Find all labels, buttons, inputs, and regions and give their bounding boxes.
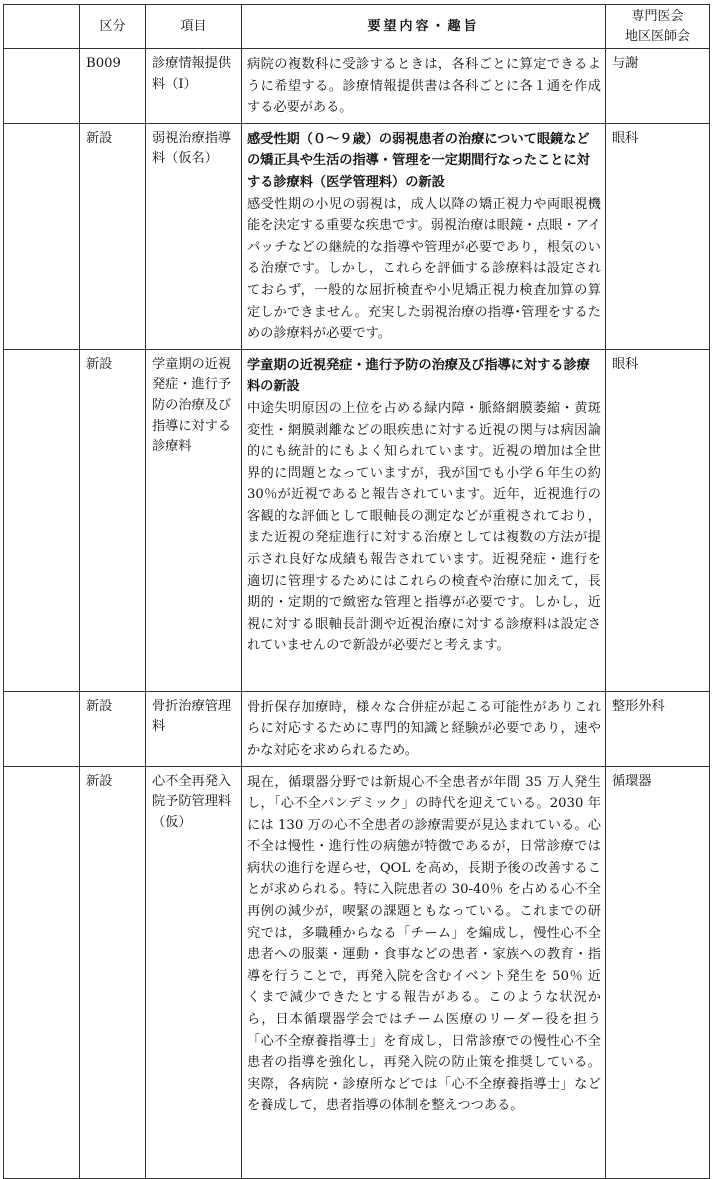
specialist-cell: 循環器 <box>606 766 710 1178</box>
item-cell: 診療情報提供料（Ⅰ） <box>146 49 242 124</box>
category-cell: 新設 <box>80 123 146 349</box>
request-body: 中途失明原因の上位を占める緑内障・脈絡網膜萎縮・黄斑変性・網膜剥離などの眼疾患に対する近視の関与は病因論的にも統計的にもよく知られています。近視の増加は全世界的に問題となっていますが，我が国でも小学６年生の約 30％が近視であると報告されています。近年，近視進行の客観的な評価として眼軸長の測定などが重視されており，また近視の発症進行に対する治療としては複数の方法が提示され良好な成績も報告されています。近視発症・進行を適切に管理するためにはこれらの検査や治療に加えて，長期的・定期的で緻密な管理と指導が必要です。しかし，近視に対する眼軸長計測や近視治療に対する診療料は設定されていませんので新設が必要だと考えます。 <box>247 400 601 654</box>
category-header: 区分 <box>80 5 146 49</box>
table-row <box>4 123 710 349</box>
category-cell: 新設 <box>80 349 146 691</box>
category-cell: 新設 <box>80 691 146 766</box>
table-row <box>4 49 710 124</box>
item-cell: 弱視治療指導料（仮名） <box>146 123 242 349</box>
request-header: 要望内容・趣旨 <box>242 5 606 49</box>
blank-cell <box>4 691 80 766</box>
specialist-cell: 与謝 <box>606 49 710 124</box>
specialist-cell: 眼科 <box>606 123 710 349</box>
request-cell <box>242 349 606 691</box>
item-header: 項目 <box>146 5 242 49</box>
request-table <box>3 4 710 1179</box>
category-cell: B009 <box>80 49 146 124</box>
request-cell <box>242 49 606 124</box>
specialist-cell: 眼科 <box>606 349 710 691</box>
table-row <box>4 691 710 766</box>
request-cell <box>242 766 606 1178</box>
table-row <box>4 349 710 691</box>
specialist-cell: 整形外科 <box>606 691 710 766</box>
request-cell <box>242 691 606 766</box>
item-cell: 骨折治療管理料 <box>146 691 242 766</box>
request-cell <box>242 123 606 349</box>
blank-cell <box>4 123 80 349</box>
specialist-header-line2: 地区医師会 <box>624 28 690 44</box>
blank-cell <box>4 49 80 124</box>
request-body: 現在，循環器分野では新規心不全患者が年間 35 万人発生し，「心不全パンデミック」の時代を迎えている。2030 年には 130 万の心不全患者の診療需要が見込まれている。心不全は慢性・進行性の病態が特徴であるが，日常診療では病状の進行を遅らせ，QOL を高め，長期予後の改善することが求められる。特に入院患者の 30-40％ を占める心不全再例の減少が，喫緊の課題ともなっている。これまでの研究では，多職種からなる「チーム」を編成し，慢性心不全患者への服薬・運動・食事などの患者・家族への教育・指導を行うことで，再発入院を含むイベント発生を 50％ 近くまで減少できたとする報告がある。このような状況から，日本循環器学会ではチーム医療のリーダー役を担う「心不全療養指導士」を育成し，日常診療での慢性心不全患者の指導を強化し，再発入院の防止策を推奨している。実際，各病院・診療所などでは「心不全療養指導士」などを養成して，患者指導の体制を整えつつある。 <box>247 774 601 1114</box>
table-row <box>4 766 710 1178</box>
blank-header-cell <box>4 5 80 49</box>
specialist-header <box>606 5 710 49</box>
blank-cell <box>4 349 80 691</box>
category-cell: 新設 <box>80 766 146 1178</box>
item-cell: 学童期の近視発症・進行予防の治療及び指導に対する診療料 <box>146 349 242 691</box>
specialist-header-line1: 専門医会 <box>631 8 684 24</box>
request-body: 骨折保存加療時，様々な合併症が起こる可能性がありこれらに対応するために専門的知識と経験が必要であり，速やかな対応を求められるため。 <box>247 699 601 758</box>
item-cell: 心不全再発入院予防管理料（仮） <box>146 766 242 1178</box>
request-body: 病院の複数科に受診するときは，各科ごとに算定できるように希望する。診療情報提供書は各科ごとに各１通を作成する必要がある。 <box>247 57 601 116</box>
request-body: 感受性期の小児の弱視は，成人以降の矯正視力や両眼視機能を決定する重要な疾患です。弱視治療は眼鏡・点眼・アイパッチなどの継続的な指導や管理が必要であり，根気のいる治療です。しかし，これらを評価する診療料は設定されておらず，一般的な屈折検査や小児矯正視力検査加算の算定しかできません。充実した弱視治療の指導･管理をするための診療料が必要です。 <box>247 196 601 342</box>
request-summary: 学童期の近視発症・進行予防の治療及び指導に対する診療料の新設 <box>247 357 590 395</box>
blank-cell <box>4 766 80 1178</box>
table-header-row <box>4 5 710 49</box>
request-summary: 感受性期（０～９歳）の弱視患者の治療について眼鏡などの矯正具や生活の指導・管理を一定期間行なったことに対する診療料（医学管理料）の新設 <box>247 131 590 190</box>
